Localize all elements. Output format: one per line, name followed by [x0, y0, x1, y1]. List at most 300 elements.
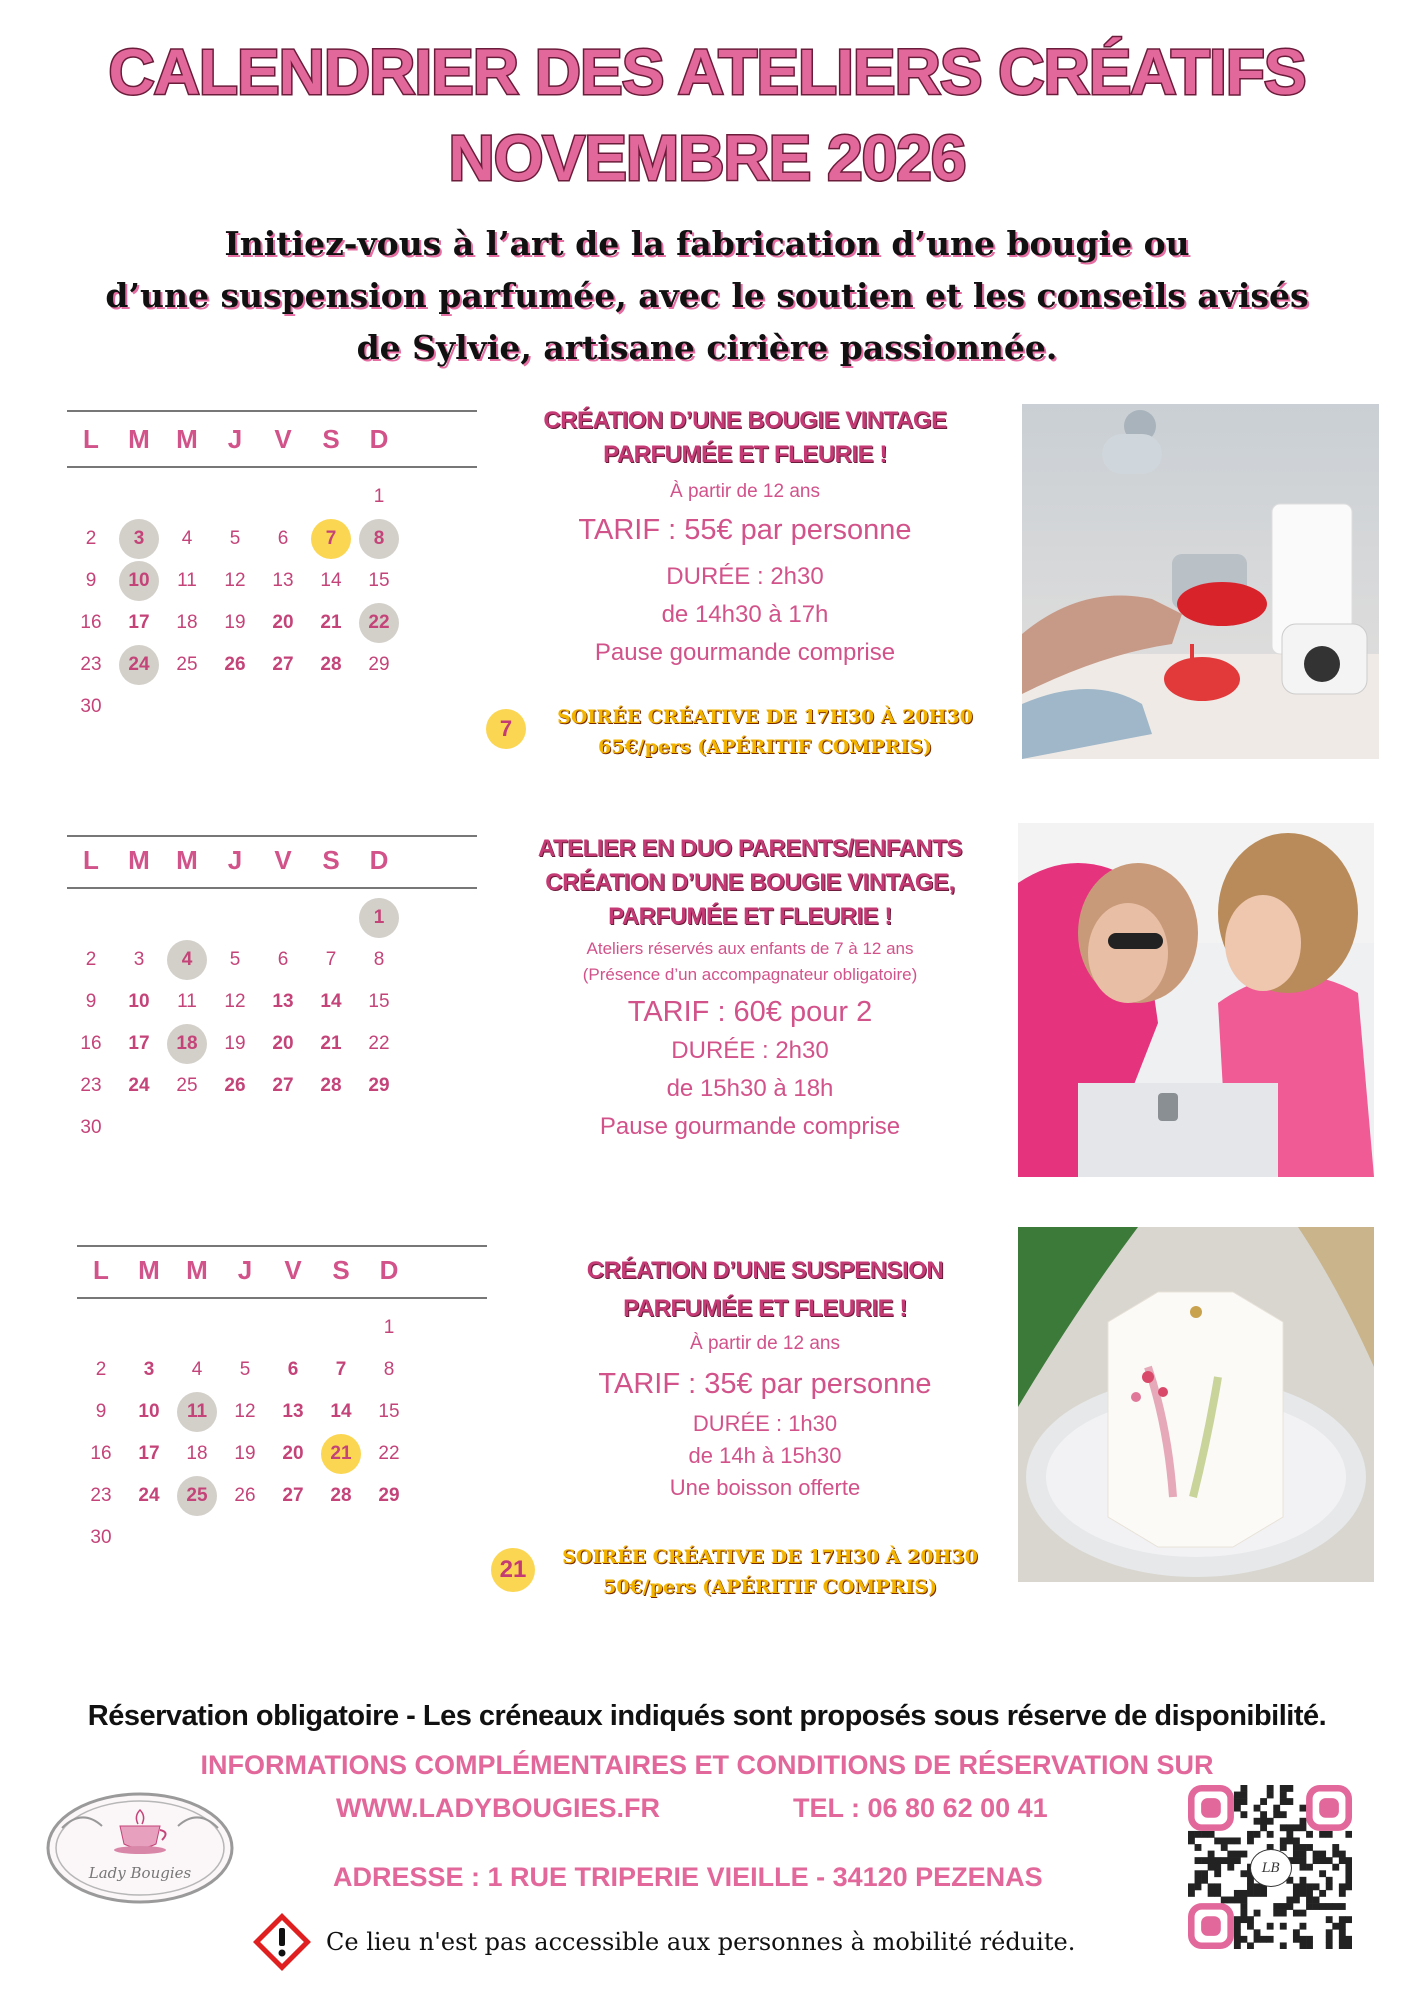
- calendar-day: [269, 1433, 317, 1475]
- calendar-week-row: [77, 1475, 487, 1517]
- calendar-day-number: 27: [272, 654, 294, 675]
- calendar-empty-cell: [173, 1517, 221, 1559]
- calendar-empty-cell: [163, 897, 211, 939]
- calendar-day-number: 20: [272, 612, 294, 633]
- workshop-2-title-line2: CRÉATION D’UNE BOUGIE VINTAGE,: [545, 869, 955, 896]
- calendar-day-number: 22: [368, 612, 390, 633]
- calendar-day-number: 22: [368, 1033, 390, 1054]
- calendar-empty-cell: [307, 476, 355, 518]
- workshop-2-hours: de 15h30 à 18h: [666, 1075, 834, 1102]
- calendar-day: [317, 1391, 365, 1433]
- calendar-day: [77, 1349, 125, 1391]
- calendar-header-rule: [77, 1297, 487, 1299]
- calendar-day: [211, 1065, 259, 1107]
- calendar-day-number: 6: [277, 528, 289, 549]
- workshop-3-soiree-line2: 50€/pers (APÉRITIF COMPRIS): [603, 1576, 937, 1598]
- calendar-day-label: S: [332, 1255, 350, 1285]
- calendar-day-number: 14: [320, 991, 342, 1012]
- calendar-day-number: 30: [90, 1527, 112, 1548]
- calendar-empty-cell: [221, 1517, 269, 1559]
- workshop-3-age: À partir de 12 ans: [690, 1333, 840, 1354]
- calendar-day-number: 5: [239, 1359, 251, 1380]
- calendar-day: [115, 981, 163, 1023]
- calendar-day: [269, 1391, 317, 1433]
- calendar-day-number: 2: [85, 528, 97, 549]
- calendar-workshop-2: [67, 835, 477, 1155]
- calendar-top-rule: [77, 1245, 487, 1247]
- calendar-day-number: 29: [368, 654, 390, 675]
- calendar-day-number: 9: [85, 570, 97, 591]
- calendar-day-number: 9: [85, 991, 97, 1012]
- calendar-day-number: 18: [186, 1443, 208, 1464]
- calendar-empty-cell: [317, 1517, 365, 1559]
- calendar-day-number: 8: [373, 528, 385, 549]
- calendar-day-number: 13: [272, 570, 294, 591]
- calendar-day: [355, 602, 403, 644]
- calendar-day-number: 29: [378, 1485, 400, 1506]
- calendar-day-number: 13: [282, 1401, 304, 1422]
- calendar-day-label: S: [322, 845, 340, 875]
- calendar-day: [355, 518, 403, 560]
- calendar-day-label: M: [128, 845, 150, 875]
- calendar-day-header: [67, 424, 477, 455]
- calendar-week-row: [67, 897, 477, 939]
- calendar-day: [259, 560, 307, 602]
- calendar-day: [163, 644, 211, 686]
- calendar-day-label: V: [274, 845, 292, 875]
- workshop-2-price: TARIF : 60€ pour 2: [627, 996, 873, 1028]
- calendar-grid: [77, 1307, 487, 1559]
- calendar-day-number: 11: [177, 991, 197, 1012]
- calendar-day: [317, 1349, 365, 1391]
- calendar-day: [259, 1023, 307, 1065]
- intro-line3: de Sylvie, artisane cirière passionnée.: [356, 328, 1058, 367]
- calendar-day-number: 16: [80, 612, 102, 633]
- workshop-3-duration: DURÉE : 1h30: [692, 1411, 838, 1436]
- calendar-day: [67, 1107, 115, 1149]
- calendar-day: [211, 1023, 259, 1065]
- calendar-day: [115, 560, 163, 602]
- calendar-day-number: 7: [335, 1359, 347, 1380]
- calendar-day: [67, 602, 115, 644]
- calendar-day: [307, 981, 355, 1023]
- calendar-day-number: 11: [177, 570, 197, 591]
- calendar-day-number: 18: [176, 1033, 198, 1054]
- calendar-day: [115, 1023, 163, 1065]
- calendar-day-number: 4: [191, 1359, 203, 1380]
- calendar-day: [77, 1433, 125, 1475]
- intro-line1: Initiez-vous à l’art de la fabrication d’une bougie ou: [224, 224, 1190, 263]
- calendar-day: [269, 1349, 317, 1391]
- calendar-day-number: 19: [234, 1443, 256, 1464]
- calendar-day-number: 1: [373, 907, 385, 928]
- calendar-empty-cell: [115, 686, 163, 728]
- workshop-3-hours: de 14h à 15h30: [688, 1443, 842, 1468]
- calendar-week-row: [77, 1433, 487, 1475]
- calendar-empty-cell: [259, 476, 307, 518]
- calendar-week-row: [67, 686, 477, 728]
- calendar-day-number: 24: [128, 654, 150, 675]
- calendar-day-number: 5: [229, 949, 241, 970]
- calendar-day-number: 20: [282, 1443, 304, 1464]
- calendar-day-number: 16: [80, 1033, 102, 1054]
- calendar-empty-cell: [269, 1307, 317, 1349]
- calendar-empty-cell: [307, 897, 355, 939]
- accessibility-notice: Ce lieu n'est pas accessible aux personnes à mobilité réduite.: [326, 1928, 1076, 1956]
- workshop-2-note2: (Présence d’un accompagnateur obligatoire): [582, 965, 918, 984]
- calendar-empty-cell: [221, 1307, 269, 1349]
- calendar-empty-cell: [317, 1307, 365, 1349]
- calendar-day-number: 19: [224, 1033, 246, 1054]
- calendar-day: [67, 560, 115, 602]
- workshop-1-age: À partir de 12 ans: [670, 481, 820, 502]
- calendar-day-number: 5: [229, 528, 241, 549]
- calendar-day: [307, 560, 355, 602]
- calendar-empty-cell: [163, 686, 211, 728]
- calendar-day-number: 4: [181, 528, 193, 549]
- calendar-empty-cell: [259, 1107, 307, 1149]
- qr-center-logo: LB: [1250, 1849, 1292, 1887]
- calendar-empty-cell: [211, 476, 259, 518]
- calendar-day: [67, 1023, 115, 1065]
- calendar-day: [67, 644, 115, 686]
- calendar-day: [115, 1065, 163, 1107]
- calendar-empty-cell: [163, 476, 211, 518]
- calendar-day-number: 23: [80, 1075, 102, 1096]
- calendar-day: [307, 939, 355, 981]
- calendar-day: [163, 518, 211, 560]
- workshop-1-soiree-day-badge: 7: [486, 709, 526, 749]
- calendar-day-label: M: [176, 424, 198, 454]
- calendar-day: [355, 939, 403, 981]
- workshop-2-details: [525, 832, 975, 1146]
- calendar-header-rule: [67, 466, 477, 468]
- calendar-day-number: 10: [138, 1401, 160, 1422]
- calendar-week-row: [67, 644, 477, 686]
- calendar-day: [307, 644, 355, 686]
- calendar-day: [355, 1065, 403, 1107]
- calendar-week-row: [67, 1107, 477, 1149]
- parent-child-workshop-photo: [1018, 823, 1374, 1177]
- calendar-week-row: [77, 1307, 487, 1349]
- calendar-week-row: [67, 939, 477, 981]
- workshop-1-details: [505, 404, 985, 672]
- calendar-day: [221, 1433, 269, 1475]
- reservation-notice: Réservation obligatoire - Les créneaux indiqués sont proposés sous réserve de disponibilité.: [87, 1700, 1327, 1732]
- calendar-empty-cell: [77, 1307, 125, 1349]
- calendar-day: [365, 1307, 413, 1349]
- calendar-day-number: 17: [128, 612, 150, 633]
- calendar-day: [365, 1349, 413, 1391]
- calendar-week-row: [77, 1517, 487, 1559]
- calendar-empty-cell: [211, 897, 259, 939]
- calendar-day: [163, 981, 211, 1023]
- calendar-day-number: 21: [330, 1443, 352, 1464]
- calendar-day-number: 30: [80, 1117, 102, 1138]
- calendar-day: [77, 1391, 125, 1433]
- calendar-day: [211, 644, 259, 686]
- calendar-day: [115, 939, 163, 981]
- calendar-day-number: 16: [90, 1443, 112, 1464]
- calendar-day-number: 28: [320, 654, 342, 675]
- calendar-day: [355, 560, 403, 602]
- calendar-day-number: 12: [234, 1401, 256, 1422]
- calendar-day: [355, 1023, 403, 1065]
- calendar-day: [317, 1433, 365, 1475]
- calendar-day-number: 10: [128, 991, 150, 1012]
- calendar-day-label: M: [176, 845, 198, 875]
- calendar-day: [211, 560, 259, 602]
- calendar-day: [163, 939, 211, 981]
- calendar-day: [67, 939, 115, 981]
- calendar-empty-cell: [355, 1107, 403, 1149]
- calendar-day: [259, 602, 307, 644]
- calendar-empty-cell: [355, 686, 403, 728]
- calendar-day-label: S: [322, 424, 340, 454]
- calendar-day: [67, 686, 115, 728]
- calendar-day-number: 3: [133, 528, 145, 549]
- calendar-day-number: 14: [330, 1401, 352, 1422]
- intro-text: [60, 218, 1354, 374]
- calendar-day: [307, 1023, 355, 1065]
- calendar-grid: [67, 897, 477, 1149]
- calendar-day: [163, 560, 211, 602]
- calendar-day-number: 8: [383, 1359, 395, 1380]
- calendar-day-number: 3: [143, 1359, 155, 1380]
- calendar-day-number: 22: [378, 1443, 400, 1464]
- calendar-day-number: 14: [320, 570, 342, 591]
- calendar-empty-cell: [269, 1517, 317, 1559]
- calendar-day: [211, 939, 259, 981]
- calendar-day: [163, 1065, 211, 1107]
- calendar-day: [317, 1475, 365, 1517]
- page-title-line2: NOVEMBRE 2026: [448, 122, 966, 194]
- calendar-day-number: 29: [368, 1075, 390, 1096]
- calendar-week-row: [67, 602, 477, 644]
- calendar-grid: [67, 476, 477, 728]
- calendar-day: [173, 1391, 221, 1433]
- calendar-day-label: M: [186, 1255, 208, 1285]
- calendar-day: [259, 939, 307, 981]
- info-heading: INFORMATIONS COMPLÉMENTAIRES ET CONDITIONS DE RÉSERVATION SUR: [200, 1750, 1214, 1780]
- calendar-day: [307, 1065, 355, 1107]
- calendar-day: [355, 981, 403, 1023]
- calendar-day: [211, 518, 259, 560]
- lady-bougies-logo: [42, 1788, 238, 1908]
- calendar-day: [115, 518, 163, 560]
- calendar-day: [173, 1349, 221, 1391]
- calendar-day: [307, 602, 355, 644]
- calendar-empty-cell: [125, 1307, 173, 1349]
- calendar-day-label: L: [93, 1255, 109, 1285]
- calendar-day: [67, 981, 115, 1023]
- workshop-2-title-line3: PARFUMÉE ET FLEURIE !: [608, 903, 892, 930]
- workshop-3-title-line1: CRÉATION D’UNE SUSPENSION: [586, 1257, 944, 1284]
- workshop-1-title-line1: CRÉATION D’UNE BOUGIE VINTAGE: [543, 407, 947, 434]
- calendar-day: [221, 1391, 269, 1433]
- logo-text: Lady Bougies: [88, 1864, 192, 1882]
- calendar-day-number: 15: [378, 1401, 400, 1422]
- website-link[interactable]: WWW.LADYBOUGIES.FR: [336, 1793, 660, 1823]
- calendar-week-row: [67, 518, 477, 560]
- calendar-day: [355, 897, 403, 939]
- workshop-3-soiree-day-badge: 21: [491, 1548, 535, 1592]
- workshop-1-extra: Pause gourmande comprise: [594, 639, 896, 666]
- workshop-2-duration: DURÉE : 2h30: [671, 1037, 829, 1064]
- calendar-week-row: [77, 1349, 487, 1391]
- calendar-day-number: 28: [330, 1485, 352, 1506]
- calendar-day-number: 7: [325, 528, 337, 549]
- workshop-3-price: TARIF : 35€ par personne: [598, 1368, 932, 1400]
- calendar-day-number: 1: [383, 1317, 395, 1338]
- calendar-week-row: [77, 1391, 487, 1433]
- calendar-day-number: 13: [272, 991, 294, 1012]
- calendar-day: [115, 602, 163, 644]
- workshop-1-duration: DURÉE : 2h30: [666, 563, 824, 590]
- calendar-day-number: 10: [128, 570, 150, 591]
- workshop-3-extra: Une boisson offerte: [669, 1475, 861, 1500]
- calendar-empty-cell: [365, 1517, 413, 1559]
- calendar-day: [259, 1065, 307, 1107]
- workshop-1-title-line2: PARFUMÉE ET FLEURIE !: [603, 441, 887, 468]
- calendar-empty-cell: [307, 1107, 355, 1149]
- calendar-day-number: 12: [224, 991, 246, 1012]
- calendar-day: [125, 1433, 173, 1475]
- calendar-empty-cell: [115, 1107, 163, 1149]
- calendar-day-label: V: [274, 424, 292, 454]
- calendar-day-number: 24: [128, 1075, 150, 1096]
- calendar-day: [163, 1023, 211, 1065]
- workshop-1-price: TARIF : 55€ par personne: [578, 514, 912, 546]
- workshop-2-extra: Pause gourmande comprise: [599, 1113, 901, 1140]
- calendar-day-number: 20: [272, 1033, 294, 1054]
- calendar-week-row: [67, 1065, 477, 1107]
- calendar-day-number: 9: [95, 1401, 107, 1422]
- calendar-day-number: 27: [272, 1075, 294, 1096]
- calendar-day: [115, 644, 163, 686]
- workshop-2-title-line1: ATELIER EN DUO PARENTS/ENFANTS: [537, 835, 963, 862]
- calendar-day: [67, 518, 115, 560]
- calendar-empty-cell: [115, 476, 163, 518]
- calendar-day-label: J: [237, 1255, 253, 1285]
- calendar-day-number: 17: [138, 1443, 160, 1464]
- phone-number[interactable]: TEL : 06 80 62 00 41: [793, 1793, 1048, 1823]
- candle-making-photo: [1022, 404, 1379, 759]
- calendar-day-label: M: [138, 1255, 160, 1285]
- calendar-day-label: J: [227, 845, 243, 875]
- calendar-day-label: L: [83, 424, 99, 454]
- calendar-day: [221, 1349, 269, 1391]
- calendar-day-label: D: [369, 424, 389, 454]
- calendar-day: [307, 518, 355, 560]
- calendar-day-header: [67, 845, 477, 876]
- calendar-day-number: 7: [325, 949, 337, 970]
- calendar-day: [269, 1475, 317, 1517]
- workshop-1-soiree: [535, 702, 995, 762]
- calendar-empty-cell: [173, 1307, 221, 1349]
- calendar-day: [221, 1475, 269, 1517]
- calendar-day: [211, 602, 259, 644]
- calendar-day-number: 30: [80, 696, 102, 717]
- calendar-day: [259, 981, 307, 1023]
- calendar-day: [211, 981, 259, 1023]
- calendar-empty-cell: [307, 686, 355, 728]
- calendar-empty-cell: [67, 897, 115, 939]
- calendar-day: [365, 1433, 413, 1475]
- calendar-empty-cell: [211, 1107, 259, 1149]
- calendar-day-number: 11: [186, 1401, 208, 1422]
- workshop-3-details: [530, 1252, 1000, 1504]
- calendar-workshop-1: [67, 410, 477, 740]
- calendar-day-label: V: [284, 1255, 302, 1285]
- calendar-day-label: J: [227, 424, 243, 454]
- calendar-day-number: 27: [282, 1485, 304, 1506]
- calendar-day: [125, 1349, 173, 1391]
- calendar-day-number: 8: [373, 949, 385, 970]
- workshop-2-note1: Ateliers réservés aux enfants de 7 à 12 ans: [586, 939, 914, 958]
- calendar-week-row: [67, 981, 477, 1023]
- workshop-3-title-line2: PARFUMÉE ET FLEURIE !: [623, 1295, 907, 1322]
- calendar-day: [365, 1475, 413, 1517]
- calendar-day-number: 6: [277, 949, 289, 970]
- calendar-day: [365, 1391, 413, 1433]
- calendar-day-number: 21: [320, 612, 342, 633]
- workshop-1-hours: de 14h30 à 17h: [661, 601, 829, 628]
- calendar-top-rule: [67, 410, 477, 412]
- calendar-day-number: 21: [320, 1033, 342, 1054]
- calendar-day-number: 26: [234, 1485, 256, 1506]
- calendar-day-number: 2: [85, 949, 97, 970]
- calendar-day-number: 26: [224, 654, 246, 675]
- calendar-week-row: [67, 1023, 477, 1065]
- calendar-day: [125, 1475, 173, 1517]
- calendar-day-number: 25: [186, 1485, 208, 1506]
- calendar-day-number: 25: [176, 654, 198, 675]
- calendar-workshop-3: [77, 1245, 487, 1565]
- workshop-3-soiree-line1: SOIRÉE CRÉATIVE DE 17H30 À 20H30: [562, 1546, 978, 1568]
- calendar-empty-cell: [125, 1517, 173, 1559]
- intro-line2: d’une suspension parfumée, avec le soutien et les conseils avisés: [105, 276, 1309, 315]
- calendar-day-number: 23: [90, 1485, 112, 1506]
- qr-code[interactable]: [1188, 1785, 1352, 1949]
- warning-icon: [250, 1910, 314, 1974]
- calendar-day: [125, 1391, 173, 1433]
- calendar-top-rule: [67, 835, 477, 837]
- calendar-day-number: 12: [224, 570, 246, 591]
- calendar-day-number: 15: [368, 570, 390, 591]
- calendar-day-number: 3: [133, 949, 145, 970]
- calendar-day-number: 26: [224, 1075, 246, 1096]
- workshop-1-soiree-line2: 65€/pers (APÉRITIF COMPRIS): [598, 736, 932, 758]
- calendar-day-number: 17: [128, 1033, 150, 1054]
- calendar-day-number: 19: [224, 612, 246, 633]
- calendar-day-number: 1: [373, 486, 385, 507]
- calendar-day-header: [77, 1255, 487, 1286]
- calendar-empty-cell: [115, 897, 163, 939]
- calendar-day: [77, 1517, 125, 1559]
- calendar-empty-cell: [67, 476, 115, 518]
- calendar-day-label: D: [369, 845, 389, 875]
- calendar-empty-cell: [163, 1107, 211, 1149]
- scented-suspension-photo: [1018, 1227, 1374, 1582]
- calendar-day-number: 23: [80, 654, 102, 675]
- calendar-empty-cell: [211, 686, 259, 728]
- workshop-3-soiree: [540, 1542, 1000, 1602]
- calendar-day-number: 18: [176, 612, 198, 633]
- calendar-week-row: [67, 560, 477, 602]
- calendar-day-number: 25: [176, 1075, 198, 1096]
- calendar-day: [67, 1065, 115, 1107]
